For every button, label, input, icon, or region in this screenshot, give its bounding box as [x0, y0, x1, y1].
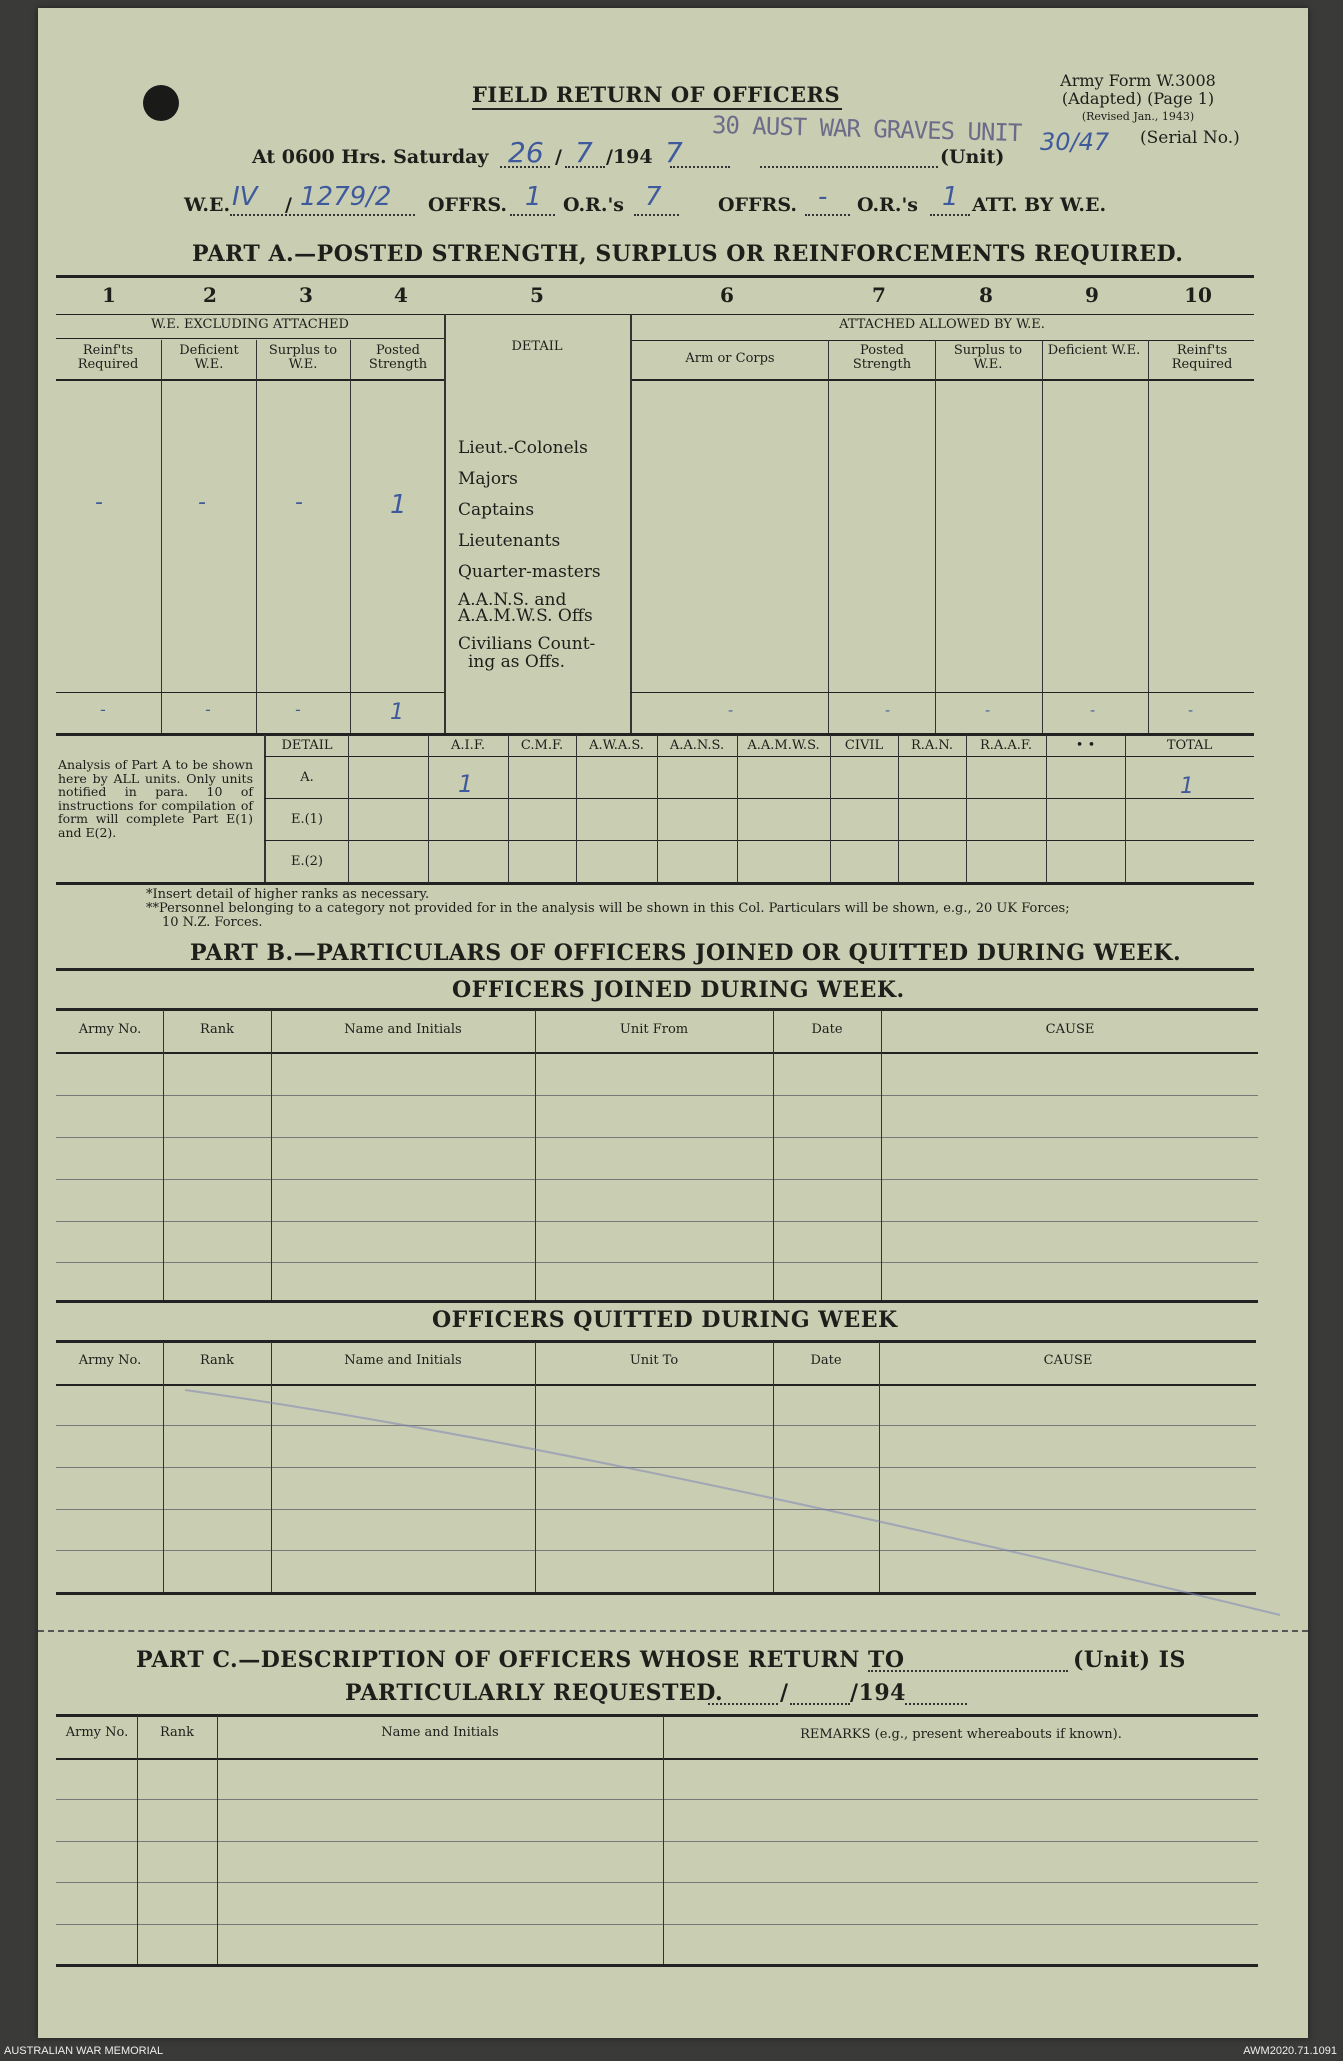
at-label: At 0600 Hrs. Saturday — [252, 146, 489, 168]
form-ref-line3: (Revised Jan., 1943) — [1081, 110, 1195, 123]
part-c-row-rule — [56, 1841, 1258, 1842]
ors-label: O.R.'s — [563, 194, 624, 216]
part-a-vline — [630, 314, 632, 733]
analysis-vline — [1046, 735, 1047, 883]
total-c4: 1 — [390, 700, 404, 725]
detail-lieutenants: Lieutenants — [458, 531, 561, 551]
an-h-raaf: R.A.A.F. — [979, 738, 1033, 753]
we-label: W.E. — [184, 194, 231, 216]
c1-header: Reinf'ts Required — [77, 343, 139, 372]
quitted-heading: OFFICERS QUITTED DURING WEEK — [432, 1307, 898, 1333]
totals-rule-left — [56, 692, 444, 693]
an-h-ran: R.A.N. — [910, 738, 954, 753]
part-c-vline — [663, 1716, 664, 1965]
analysis-vline — [830, 735, 831, 883]
part-c-head-rule — [56, 1758, 1258, 1760]
col-num-3: 3 — [299, 283, 313, 307]
offrs2-label: OFFRS. — [718, 194, 797, 216]
an-row-a: A. — [300, 770, 314, 785]
analysis-vline — [576, 735, 577, 883]
we-value-b: 1279/2 — [300, 182, 392, 212]
an-aif-a: 1 — [458, 770, 474, 798]
analysis-vline — [898, 735, 899, 883]
an-total-a: 1 — [1180, 774, 1194, 799]
c-col-name: Name and Initials — [381, 1725, 499, 1740]
detail-captains: Captains — [458, 500, 535, 520]
c4-header: Posted Strength — [368, 343, 428, 372]
part-a-vline — [1042, 340, 1043, 733]
we-value-a: IV — [232, 182, 258, 212]
joined-row-rule — [56, 1179, 1258, 1180]
col-num-7: 7 — [872, 283, 886, 307]
c-col-armyno: Army No. — [65, 1725, 129, 1740]
unit-stamp: 30 AUST WAR GRAVES UNIT — [711, 110, 1022, 148]
j-col-unitfrom: Unit From — [619, 1022, 689, 1037]
part-c-year-dots — [905, 1703, 967, 1705]
analysis-vline — [657, 735, 658, 883]
ors-value: 7 — [645, 182, 662, 212]
part-c-date-dots-1 — [708, 1703, 778, 1705]
c-col-remarks: REMARKS (e.g., present whereabouts if known). — [800, 1727, 1122, 1742]
j-col-date: Date — [811, 1022, 843, 1037]
footnote-3: 10 N.Z. Forces. — [162, 915, 263, 930]
detail-majors: Majors — [458, 469, 518, 489]
date-day: 26 — [508, 136, 544, 169]
offrs-value: 1 — [525, 182, 542, 212]
j-col-rank: Rank — [199, 1022, 235, 1037]
part-a-vline — [256, 340, 257, 733]
attached-allowed-header: ATTACHED ALLOWED BY W.E. — [839, 317, 1045, 332]
analysis-rule-bottom — [56, 882, 1254, 885]
offrs2-value: - — [818, 182, 828, 212]
part-c-date-sep: / — [780, 1680, 789, 1706]
form-title: FIELD RETURN OF OFFICERS — [472, 82, 841, 107]
year-digit: 7 — [665, 136, 683, 169]
part-a-vline — [350, 340, 351, 733]
col-num-6: 6 — [720, 283, 734, 307]
offrs-dots — [510, 214, 555, 216]
analysis-vline — [508, 735, 509, 883]
analysis-rule — [264, 798, 1254, 799]
part-c-unit-is: (Unit) IS — [1073, 1647, 1186, 1673]
detail-list — [458, 433, 601, 672]
q-col-name: Name and Initials — [344, 1353, 462, 1368]
footnote-2: **Personnel belonging to a category not provided for in the analysis will be shown in this Col. Particulars will be shown, e.g., 20 UK Forces; — [146, 901, 1070, 916]
offrs-label: OFFRS. — [428, 194, 507, 216]
we-dots — [230, 214, 415, 216]
part-c-rule-top — [56, 1714, 1258, 1717]
an-h-aamws: A.A.M.W.S. — [747, 738, 820, 753]
joined-vline — [881, 1010, 882, 1300]
we-slash: / — [285, 194, 292, 216]
part-a-vline — [828, 340, 829, 733]
part-b-rule — [56, 968, 1254, 971]
j-col-armyno: Army No. — [78, 1022, 142, 1037]
detail-aamws: A.A.M.W.S. Offs — [458, 606, 593, 626]
c5-header: DETAIL — [511, 339, 563, 354]
c9-header: Deficient W.E. — [1047, 343, 1141, 358]
c7-header: Posted Strength — [852, 343, 912, 372]
part-c-vline — [137, 1716, 138, 1965]
q-col-armyno: Army No. — [78, 1353, 142, 1368]
offrs2-dots — [805, 214, 850, 216]
col-num-2: 2 — [203, 283, 217, 307]
att-label: ATT. BY W.E. — [972, 194, 1107, 216]
an-h-detail: DETAIL — [281, 738, 333, 753]
hand-c2: - — [198, 490, 206, 515]
q-col-cause: CAUSE — [1043, 1353, 1093, 1368]
c8-header: Surplus to W.E. — [953, 343, 1023, 372]
joined-vline — [535, 1010, 536, 1300]
hand-c4: 1 — [390, 490, 407, 520]
analysis-rule — [264, 840, 1254, 841]
an-h-other: • • — [1075, 738, 1096, 753]
an-h-civil: CIVIL — [844, 738, 884, 753]
totals-rule-right — [630, 692, 1254, 693]
part-a-rule-top — [56, 275, 1254, 278]
part-a-vline — [935, 340, 936, 733]
an-row-e2: E.(2) — [290, 854, 324, 869]
part-a-rule-bottom — [56, 733, 1254, 736]
quitted-vline — [163, 1342, 164, 1593]
col-num-9: 9 — [1085, 283, 1099, 307]
joined-vline — [271, 1010, 272, 1300]
j-col-name: Name and Initials — [344, 1022, 462, 1037]
part-c-row-rule — [56, 1882, 1258, 1883]
joined-head-rule — [56, 1052, 1258, 1054]
joined-rule-top — [56, 1008, 1258, 1011]
part-c-year: /194 — [850, 1680, 906, 1706]
joined-vline — [773, 1010, 774, 1300]
unit-dots — [760, 166, 938, 168]
part-a-rule-2 — [56, 314, 1254, 315]
q-col-unitto: Unit To — [629, 1353, 679, 1368]
att-sub-rule — [630, 340, 1254, 341]
joined-row-rule — [56, 1137, 1258, 1138]
joined-heading: OFFICERS JOINED DURING WEEK. — [452, 977, 905, 1003]
form-ref-line1: Army Form W.3008 — [1060, 71, 1216, 90]
pencil-stroke — [180, 1385, 1290, 1625]
c6-header: Arm or Corps — [685, 351, 775, 366]
we-excluding-header: W.E. EXCLUDING ATTACHED — [151, 317, 349, 332]
col-num-10: 10 — [1184, 283, 1212, 307]
punch-hole — [143, 85, 179, 121]
joined-row-rule — [56, 1095, 1258, 1096]
an-h-aif: A.I.F. — [451, 738, 485, 753]
q-col-rank: Rank — [199, 1353, 235, 1368]
footer-right: AWM2020.71.1091 — [1243, 2045, 1337, 2057]
detail-civilians-2: ing as Offs. — [468, 652, 566, 672]
part-b-heading: PART B.—PARTICULARS OF OFFICERS JOINED OR QUITTED DURING WEEK. — [190, 940, 1182, 966]
detail-lt-col: Lieut.-Colonels — [458, 438, 588, 458]
analysis-vline — [737, 735, 738, 883]
total-c10: - — [1188, 703, 1194, 719]
joined-row-rule — [56, 1262, 1258, 1263]
part-c-heading: PART C.—DESCRIPTION OF OFFICERS WHOSE RETURN TO — [136, 1647, 905, 1673]
analysis-head-rule — [264, 756, 1254, 757]
part-c-row-rule — [56, 1799, 1258, 1800]
form-reference — [1028, 72, 1248, 126]
total-c9: - — [1090, 703, 1096, 719]
part-a-head-rule-left — [56, 379, 444, 381]
part-c-heading-2: PARTICULARLY REQUESTED. — [345, 1680, 724, 1706]
an-h-awas: A.W.A.S. — [589, 738, 644, 753]
hand-c3: - — [295, 490, 303, 515]
year-dots — [670, 166, 730, 168]
part-a-vline — [161, 340, 162, 733]
ors2-label: O.R.'s — [857, 194, 918, 216]
col-num-4: 4 — [394, 283, 408, 307]
col-num-5: 5 — [530, 283, 544, 307]
c3-header: Surplus to W.E. — [268, 343, 338, 372]
part-c-rule-bottom — [56, 1964, 1258, 1967]
title-underline — [472, 108, 842, 110]
form-ref-line2: (Adapted) (Page 1) — [1061, 89, 1215, 108]
joined-vline — [163, 1010, 164, 1300]
col-num-8: 8 — [979, 283, 993, 307]
serial-value: 30/47 — [1040, 128, 1110, 156]
total-c7: - — [885, 703, 891, 719]
joined-rule-bottom — [56, 1300, 1258, 1303]
an-h-total: TOTAL — [1166, 738, 1213, 753]
part-c-date-dots-2 — [790, 1703, 850, 1705]
q-col-date: Date — [810, 1353, 842, 1368]
detail-aans: A.A.N.S. and — [458, 590, 567, 610]
we-sub-rule — [56, 338, 444, 339]
unit-label: (Unit) — [940, 146, 1005, 168]
part-c-row-rule — [56, 1924, 1258, 1925]
date-month: 7 — [575, 136, 593, 169]
total-c3: - — [295, 700, 301, 719]
footnote-1: *Insert detail of higher ranks as necessary. — [146, 887, 430, 902]
j-col-cause: CAUSE — [1045, 1022, 1095, 1037]
serial-label: (Serial No.) — [1140, 128, 1240, 148]
analysis-vline — [348, 735, 349, 883]
year-prefix: /194 — [606, 146, 653, 168]
quitted-rule-top — [56, 1340, 1256, 1343]
analysis-vline — [966, 735, 967, 883]
col-num-1: 1 — [102, 283, 116, 307]
total-c2: - — [205, 700, 211, 719]
c-col-rank: Rank — [159, 1725, 195, 1740]
part-c-vline — [217, 1716, 218, 1965]
footer-left: AUSTRALIAN WAR MEMORIAL — [4, 2045, 164, 2057]
analysis-note: Analysis of Part A to be shown here by ALL units. Only units notified in para. 10 of instructions for compilation of form will complete Part E(1) and E(2). — [58, 757, 253, 840]
ors2-dots — [930, 214, 970, 216]
analysis-vline — [1125, 735, 1126, 883]
detail-civilians: Civilians Count- — [458, 634, 596, 654]
ors-dots — [634, 214, 679, 216]
total-c1: - — [100, 700, 106, 719]
an-h-aans: A.A.N.S. — [669, 738, 725, 753]
part-c-unit-dots — [868, 1670, 1068, 1672]
detail-qm: Quarter-masters — [458, 562, 601, 582]
c2-header: Deficient W.E. — [179, 343, 239, 372]
hand-c1: - — [95, 490, 103, 515]
part-a-vline — [444, 314, 446, 733]
c10-header: Reinf'ts Required — [1171, 343, 1233, 372]
part-a-vline — [1148, 340, 1149, 733]
total-c8: - — [985, 703, 991, 719]
ors2-value: 1 — [942, 182, 959, 212]
an-row-e1: E.(1) — [290, 812, 324, 827]
part-a-head-rule-right — [630, 379, 1254, 381]
part-a-heading: PART A.—POSTED STRENGTH, SURPLUS OR REINFORCEMENTS REQUIRED. — [192, 241, 1184, 267]
analysis-vline — [428, 735, 429, 883]
an-h-cmf: C.M.F. — [520, 738, 564, 753]
joined-row-rule — [56, 1221, 1258, 1222]
total-c6: - — [728, 703, 734, 719]
tear-line — [38, 1630, 1308, 1632]
date-slash-1: / — [555, 146, 562, 168]
